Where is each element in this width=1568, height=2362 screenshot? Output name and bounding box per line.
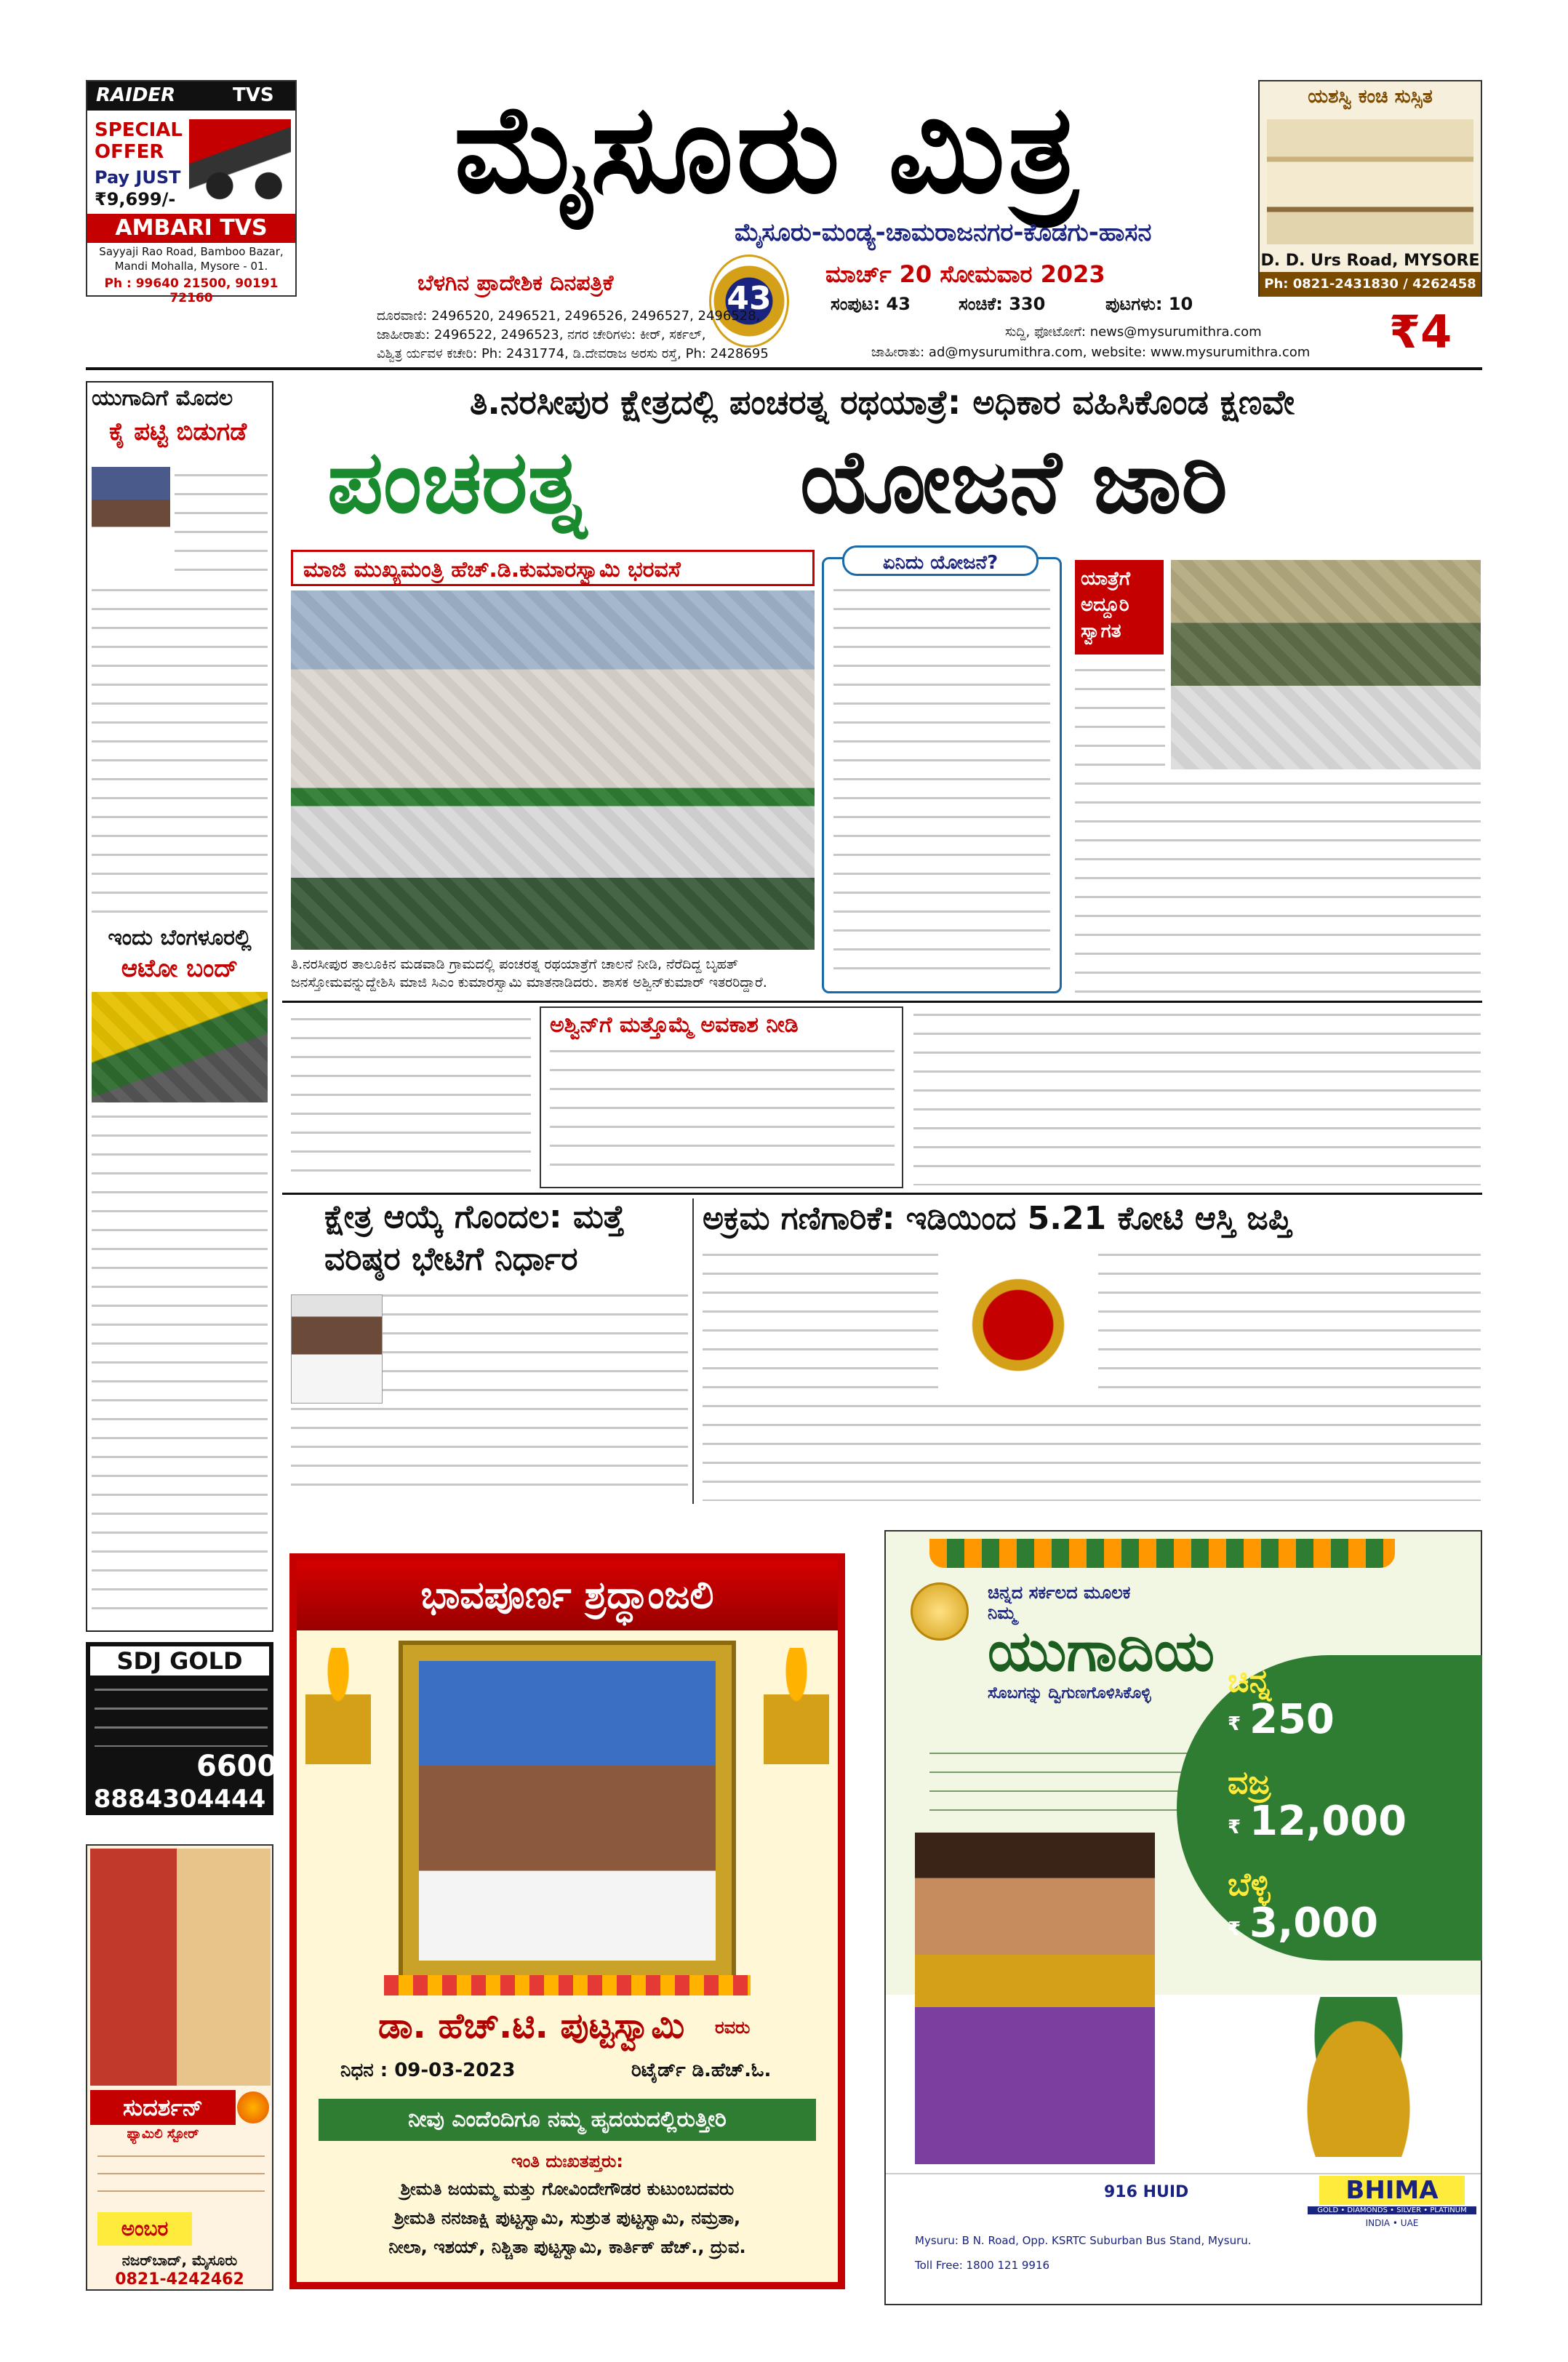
bhima-desc: [929, 1745, 1199, 1811]
welcome-photo: [1171, 560, 1481, 769]
couple-photo: [90, 1849, 271, 2086]
story1-title-2: ಕೈ ಪಟ್ಟಿ ಬಿಡುಗಡೆ: [109, 417, 247, 447]
portrait-photo: [419, 1661, 716, 1961]
masthead-title: ಮೈಸೂರು ಮಿತ್ರ: [454, 78, 1081, 220]
silver-currency: ₹: [1228, 1918, 1241, 1940]
story-left-title-1: ಕ್ಷೇತ್ರ ಆಯ್ಕೆ ಗೊಂದಲ: ಮತ್ತೆ: [324, 1198, 625, 1236]
column-divider: [692, 1198, 694, 1504]
obituary-mourners-3: ನೀಲಾ, ಇಶಯ್, ನಿಶ್ಚಿತಾ ಪುಟ್ಟಸ್ವಾಮಿ, ಕಾರ್ತಿಕ್ ಹೆಚ್., ದ್ರುವ.: [388, 2237, 746, 2257]
bhima-outro: ಸೊಬಗನ್ನು ದ್ವಿಗುಣಗೊಳಿಸಿಕೊಳ್ಳಿ: [988, 1684, 1151, 1702]
tvs-brand: RAIDER: [96, 84, 176, 106]
lead-continued-body: [291, 1011, 531, 1185]
sudarshan-sub: ಫ್ಯಾಮಿಲಿ ಸ್ಟೋರ್: [127, 2126, 199, 2142]
ed-logo-icon: [938, 1252, 1098, 1398]
story-right-title: ಅಕ್ರಮ ಗಣಿಗಾರಿಕೆ: ಇಡಿಯಿಂದ 5.21 ಕೋಟಿ ಆಸ್ತಿ ಜಪ್ತಿ: [703, 1200, 1292, 1237]
email-news[interactable]: ಸುದ್ದಿ, ಫೋಟೋಗೆ: news@mysurumithra.com: [1005, 324, 1262, 340]
volume: ಸಂಪುಟ: 43: [831, 294, 911, 314]
phone-line-1: ದೂರವಾಣಿ: 2496520, 2496521, 2496526, 2496527, 2496528,: [377, 308, 761, 324]
mid-rule: [282, 1193, 1482, 1195]
flower-garland: [384, 1975, 751, 1995]
tvs-ad[interactable]: [86, 80, 297, 305]
sudarshan-phone: 0821-4242462: [115, 2270, 244, 2289]
sdj-brand: SDJ GOLD: [90, 1646, 269, 1676]
lead-headline-1: ಪಂಚರತ್ನ: [327, 432, 586, 533]
email-ads[interactable]: ಜಾಹೀರಾತು: ad@mysurumithra.com, website: www.mysurumithra.com: [871, 345, 1311, 360]
diamond-value: 12,000: [1249, 1798, 1407, 1845]
obituary-name: ಡಾ. ಹೆಚ್.ಟಿ. ಪುಟ್ಟಸ್ವಾಮಿ: [378, 2006, 685, 2046]
welcome-body: [1075, 775, 1481, 1001]
tvs-pay: Pay JUST: [95, 167, 181, 188]
obituary-mourners-head: ಇಂತಿ ದುಃಖತಪ್ತರು:: [511, 2151, 623, 2171]
masthead-rule: [86, 367, 1482, 370]
lead-subhead: ಮಾಜಿ ಮುಖ್ಯಮಂತ್ರಿ ಹೆಚ್.ಡಿ.ಕುಮಾರಸ್ವಾಮಿ ಭರವಸೆ: [291, 550, 815, 586]
politician-photo: [92, 467, 170, 576]
auto-rickshaw-photo: [92, 992, 268, 1102]
sdj-text: [95, 1681, 268, 1747]
story1-body: [175, 467, 268, 576]
phone-line-3: ವಿಶ್ವಿತ್ರ ರ್ಯವಳ ಕಚೇರಿ: Ph: 2431774, ಡಿ.ದೇವರಾಜ ಅರಸು ರಸ್ತೆ, Ph: 2428695: [377, 346, 769, 361]
silver-value: 3,000: [1249, 1899, 1379, 1947]
rally-caption: ತಿ.ನರಸೀಪುರ ತಾಲೂಕಿನ ಮಡವಾಡಿ ಗ್ರಾಮದಲ್ಲಿ ಪಂಚರತ್ನ ರಥಯಾತ್ರೆಗೆ ಚಾಲನೆ ನೀಡಿ, ನೆರೆದಿದ್ದ ಬೃಹತ್ ಜನಸ್ತೋಮವನ್ನುದ್ದೇಶಿಸಿ ಮಾಜಿ ಸಿಎಂ ಕುಮಾರಸ್ವಾಮಿ ಮಾತನಾಡಿದರು. ಶಾಸಕ ಅಶ್ವಿನ್‌ಕುಮಾರ್ ಇತರರಿದ್ದಾರೆ.: [291, 956, 767, 990]
infobox-title: ಏನಿದು ಯೋಜನೆ?: [842, 545, 1039, 576]
sudarshan-name: ಸುದರ್ಶನ್: [90, 2090, 236, 2125]
sdj-phone: 8884304444: [93, 1785, 266, 1814]
secondary-story-title: ಅಶ್ವಿನ್‌ಗೆ ಮತ್ತೊಮ್ಮೆ ಅವಕಾಶ ನೀಡಿ: [550, 1012, 799, 1038]
kalash-icon: [1293, 1997, 1424, 2157]
obituary-suffix: ರವರು: [715, 2017, 751, 2038]
sdj-price: 6600: [196, 1750, 278, 1783]
story2-body: [92, 1108, 268, 1625]
bhima-brand: BHIMA: [1319, 2176, 1465, 2205]
story-left-title-2: ವರಿಷ್ಠರ ಭೇಟಿಗೆ ನಿರ್ಧಾರ: [324, 1241, 578, 1278]
leader-photo: [291, 1294, 383, 1404]
gold-value: 250: [1249, 1696, 1335, 1743]
welcome-body-left: [1075, 662, 1165, 771]
obituary-title: ಭಾವಪೂರ್ಣ ಶ್ರದ್ಧಾಂಜಲಿ: [297, 1561, 838, 1630]
obituary-role: ರಿಟೈರ್ಡ್ ಡಿ.ಹೆಚ್.ಓ.: [631, 2059, 772, 2081]
phone-line-2: ಜಾಹೀರಾತು: 2496522, 2496523, ನಗರ ಚೇರಿಗಳು: ಕೀರ್, ಸರ್ಕಲ್,: [377, 327, 706, 343]
sudarshan-address: ನಜರ್‌ಬಾದ್, ಮೈಸೂರು: [121, 2251, 238, 2269]
yashasvi-ad[interactable]: [1258, 80, 1482, 297]
tvs-price: ₹9,699/-: [95, 189, 176, 209]
secondary-story-body: [550, 1043, 895, 1181]
yashasvi-phone: Ph: 0821-2431830 / 4262458: [1260, 272, 1481, 297]
sudarshan-logo-icon: [237, 2091, 269, 2123]
bhima-brand-sub: GOLD • DIAMONDS • SILVER • PLATINUM: [1308, 2206, 1476, 2214]
sudarshan-ad[interactable]: [86, 1844, 273, 2291]
anniversary-number: 43: [727, 280, 772, 317]
diamond-currency: ₹: [1228, 1817, 1241, 1838]
gold-currency: ₹: [1228, 1713, 1241, 1735]
story2-title-2: ಆಟೋ ಬಂದ್: [121, 954, 239, 983]
bhima-ad[interactable]: [884, 1530, 1482, 2305]
page-count: ಪುಟಗಳು: 10: [1105, 294, 1193, 314]
yashasvi-address: D. D. Urs Road, MYSORE: [1260, 252, 1480, 270]
bhima-intro: ಚಿನ್ನದ ಸರ್ಕಲದ ಮೂಲಕ ನಿಮ್ಮ: [988, 1582, 1131, 1623]
lead-jump-body: [913, 1006, 1481, 1185]
bhima-tollfree[interactable]: Toll Free: 1800 121 9916: [915, 2259, 1050, 2272]
lead-kicker: ತಿ.ನರಸೀಪುರ ಕ್ಷೇತ್ರದಲ್ಲಿ ಪಂಚರತ್ನ ರಥಯಾತ್ರೆ: ಅಧಿಕಾರ ವಹಿಸಿಕೊಂಡ ಕ್ಷಣವೇ: [470, 383, 1295, 422]
obituary-mourners-1: ಶ್ರೀಮತಿ ಜಯಮ್ಮ ಮತ್ತು ಗೋವಿಂದೇಗೌಡರ ಕುಟುಂಬದವರು: [400, 2179, 735, 2199]
gold-label: ಚಿನ್ನ: [1228, 1662, 1271, 1700]
infobox-body: [833, 582, 1050, 986]
model-photo: [915, 1815, 1155, 2164]
tvs-address: Sayyaji Rao Road, Bamboo Bazar, Mandi Mohalla, Mysore - 01.: [99, 245, 284, 273]
issue-number: ಸಂಚಿಕೆ: 330: [959, 294, 1046, 314]
sudarshan-desc: [97, 2148, 265, 2206]
masthead-regions: ಮೈಸೂರು-ಮಂಡ್ಯ-ಚಾಮರಾಜನಗರ-ಕೊಡಗು-ಹಾಸನ: [735, 218, 1152, 247]
yashasvi-title: ಯಶಸ್ವಿ ಕಂಚಿ ಸುಸ್ಸಿತ: [1308, 86, 1433, 108]
obituary-ad: [289, 1553, 845, 2289]
issue-date: ಮಾರ್ಚ್ 20 ಸೋಮವಾರ 2023: [825, 260, 1105, 288]
obituary-message: ನೀವು ಎಂದೆಂದಿಗೂ ನಮ್ಮ ಹೃದಯದಲ್ಲಿರುತ್ತೀರಿ: [319, 2099, 816, 2141]
obituary-mourners-2: ಶ್ರೀಮತಿ ನನಜಾಕ್ಷಿ ಪುಟ್ಟಸ್ವಾಮಿ, ಸುಶ್ರುತ ಪುಟ್ಟಸ್ವಾಮಿ, ನಮ್ರತಾ,: [393, 2208, 741, 2228]
bhima-address: Mysuru: B N. Road, Opp. KSRTC Suburban Bus Stand, Mysuru.: [915, 2234, 1252, 2247]
coin-icon: [911, 1582, 969, 1641]
obituary-died: ನಿಧನ : 09-03-2023: [340, 2059, 516, 2081]
silver-label: ಬೆಳ್ಳಿ: [1228, 1866, 1271, 1903]
story1-body-2: [92, 582, 268, 916]
storefront-image: [1267, 119, 1473, 244]
price: ₹4: [1389, 305, 1452, 359]
lamp-icon-right: [764, 1648, 829, 1764]
marigold-toran: [929, 1539, 1395, 1568]
motorbike-image: [189, 119, 291, 208]
tvs-maker: TVS: [233, 84, 274, 106]
tvs-dealer: AMBARI TVS: [87, 214, 295, 243]
bhima-festival: ಯುಗಾದಿಯ: [988, 1619, 1215, 1684]
rally-photo: [291, 590, 815, 950]
sdj-gold-ad[interactable]: [86, 1642, 278, 1815]
tvs-offer: SPECIAL OFFER: [95, 119, 183, 163]
diamond-label: ವಜ್ರ: [1228, 1764, 1271, 1801]
hallmark-badge: 916 HUID: [1104, 2183, 1189, 2201]
masthead-tagline: ಬೆಳಗಿನ ಪ್ರಾದೇಶಿಕ ದಿನಪತ್ರಿಕೆ: [417, 271, 614, 296]
welcome-title: ಯಾತ್ರೆಗೆ ಅದ್ದೂರಿ ಸ್ವಾಗತ: [1075, 560, 1164, 654]
tvs-phone: Ph : 99640 21500, 90191 72160: [104, 276, 279, 305]
ambar-logo: ಅಂಬರ: [97, 2212, 192, 2246]
lead-headline-2: ಯೋಜನೆ ಜಾರಿ: [800, 432, 1228, 533]
lamp-icon-left: [305, 1648, 371, 1764]
lead-rule: [282, 1001, 1482, 1003]
story1-title-1: ಯುಗಾದಿಗೆ ಮೊದಲ: [92, 385, 233, 411]
story2-title-1: ಇಂದು ಬೆಂಗಳೂರಲ್ಲಿ: [108, 925, 252, 950]
bhima-brand-since: INDIA • UAE: [1365, 2218, 1419, 2228]
